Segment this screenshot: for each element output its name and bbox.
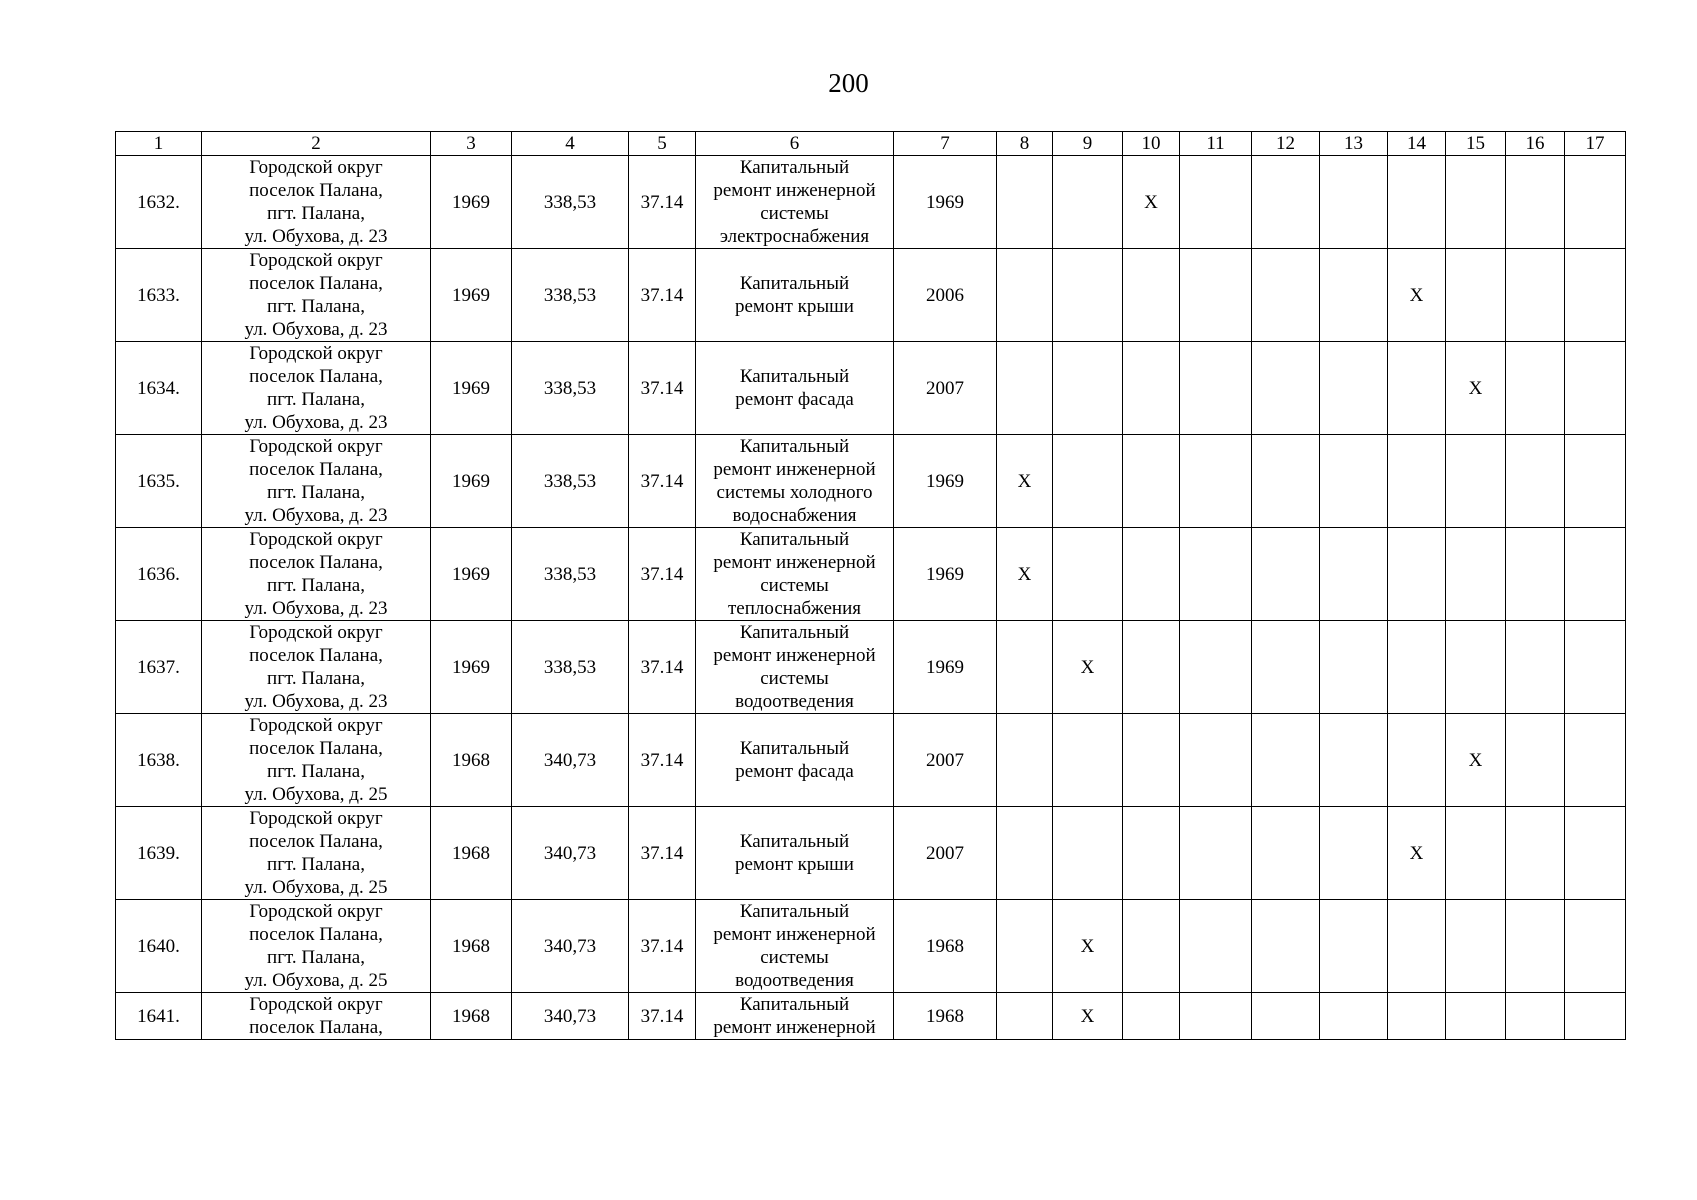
work-type-cell (696, 621, 894, 714)
mark-cell-col-9 (1053, 528, 1123, 621)
code-cell: 37.14 (629, 528, 696, 621)
work-year-cell: 2006 (894, 249, 997, 342)
mark-cell-col-9 (1053, 156, 1123, 249)
code-cell: 37.14 (629, 714, 696, 807)
row-number-cell: 1632. (116, 156, 202, 249)
mark-cell-col-9 (1053, 714, 1123, 807)
mark-cell-col-10 (1123, 528, 1180, 621)
table-body (116, 156, 1626, 1040)
mark-cell-col-17 (1565, 528, 1626, 621)
address-cell (202, 993, 431, 1040)
mark-cell-col-13 (1320, 249, 1388, 342)
column-header-15: 15 (1446, 132, 1506, 156)
mark-cell-col-9 (1053, 342, 1123, 435)
work-type-cell-line: ремонт инженерной (713, 180, 876, 201)
mark-cell-col-12 (1252, 807, 1320, 900)
address-cell-line: ул. Обухова, д. 23 (244, 691, 388, 712)
address-cell-line: Городской округ (249, 250, 383, 271)
work-type-cell (696, 993, 894, 1040)
header-row (116, 132, 1626, 156)
mark-cell-col-9 (1053, 249, 1123, 342)
address-cell-line: пгт. Палана, (267, 761, 365, 782)
code-cell: 37.14 (629, 342, 696, 435)
address-cell (202, 342, 431, 435)
row-number-cell: 1637. (116, 621, 202, 714)
mark-cell-col-10 (1123, 714, 1180, 807)
mark-cell-col-12 (1252, 900, 1320, 993)
work-type-cell (696, 435, 894, 528)
mark-cell-col-17 (1565, 156, 1626, 249)
address-cell-line: Городской округ (249, 994, 383, 1015)
column-header-4: 4 (512, 132, 629, 156)
mark-cell-col-11 (1180, 528, 1252, 621)
address-cell-line: пгт. Палана, (267, 482, 365, 503)
mark-cell-col-16 (1506, 807, 1565, 900)
work-type-cell-line: Капитальный (739, 529, 850, 550)
work-year-cell: 2007 (894, 807, 997, 900)
address-cell-line: Городской округ (249, 157, 383, 178)
work-type-cell-line: ремонт фасада (735, 389, 854, 410)
mark-cell-col-10 (1123, 621, 1180, 714)
address-cell-line: пгт. Палана, (267, 947, 365, 968)
mark-cell-col-17 (1565, 900, 1626, 993)
table-header (116, 132, 1626, 156)
code-cell: 37.14 (629, 807, 696, 900)
build-year-cell: 1969 (431, 528, 512, 621)
mark-cell-col-11 (1180, 156, 1252, 249)
work-type-cell-line: ремонт инженерной (713, 552, 876, 573)
mark-cell-col-16 (1506, 528, 1565, 621)
address-cell (202, 714, 431, 807)
address-cell-line: поселок Палана, (249, 273, 383, 294)
work-type-cell-line: системы (760, 668, 829, 689)
build-year-cell: 1968 (431, 807, 512, 900)
column-header-12: 12 (1252, 132, 1320, 156)
code-cell: 37.14 (629, 249, 696, 342)
mark-cell-col-12 (1252, 435, 1320, 528)
mark-cell-col-8 (997, 993, 1053, 1040)
mark-cell-col-13 (1320, 714, 1388, 807)
work-year-cell: 1969 (894, 528, 997, 621)
mark-cell-col-14 (1388, 342, 1446, 435)
code-cell: 37.14 (629, 435, 696, 528)
column-header-1: 1 (116, 132, 202, 156)
mark-cell-col-8: X (997, 528, 1053, 621)
mark-cell-col-14 (1388, 714, 1446, 807)
area-cell: 340,73 (512, 807, 629, 900)
work-type-cell-line: водоснабжения (732, 505, 857, 526)
work-type-cell-line: Капитальный (739, 901, 850, 922)
work-year-cell: 1969 (894, 621, 997, 714)
table-row (116, 528, 1626, 621)
mark-cell-col-12 (1252, 993, 1320, 1040)
address-cell-line: ул. Обухова, д. 25 (244, 877, 388, 898)
mark-cell-col-15 (1446, 993, 1506, 1040)
mark-cell-col-11 (1180, 993, 1252, 1040)
work-type-cell-line: Капитальный (739, 831, 850, 852)
work-type-cell-line: водоотведения (735, 691, 854, 712)
column-header-7: 7 (894, 132, 997, 156)
mark-cell-col-16 (1506, 714, 1565, 807)
work-type-cell-line: электроснабжения (719, 226, 870, 247)
address-cell-line: ул. Обухова, д. 25 (244, 970, 388, 991)
address-cell-line: Городской округ (249, 715, 383, 736)
table-row (116, 993, 1626, 1040)
mark-cell-col-11 (1180, 621, 1252, 714)
work-type-cell-line: ремонт инженерной (713, 924, 876, 945)
row-number-cell: 1635. (116, 435, 202, 528)
column-header-2: 2 (202, 132, 431, 156)
build-year-cell: 1968 (431, 714, 512, 807)
work-type-cell-line: Капитальный (739, 366, 850, 387)
work-type-cell-line: ремонт крыши (735, 854, 854, 875)
mark-cell-col-10 (1123, 342, 1180, 435)
build-year-cell: 1969 (431, 156, 512, 249)
mark-cell-col-15: X (1446, 714, 1506, 807)
mark-cell-col-16 (1506, 435, 1565, 528)
table-row (116, 900, 1626, 993)
address-cell-line: поселок Палана, (249, 552, 383, 573)
column-header-13: 13 (1320, 132, 1388, 156)
address-cell-line: поселок Палана, (249, 738, 383, 759)
mark-cell-col-17 (1565, 249, 1626, 342)
mark-cell-col-15 (1446, 156, 1506, 249)
table-row (116, 156, 1626, 249)
mark-cell-col-12 (1252, 714, 1320, 807)
work-type-cell-line: Капитальный (739, 994, 850, 1015)
mark-cell-col-14 (1388, 993, 1446, 1040)
mark-cell-col-9: X (1053, 993, 1123, 1040)
area-cell: 338,53 (512, 528, 629, 621)
mark-cell-col-17 (1565, 993, 1626, 1040)
mark-cell-col-8 (997, 156, 1053, 249)
mark-cell-col-8 (997, 900, 1053, 993)
mark-cell-col-15 (1446, 528, 1506, 621)
mark-cell-col-8 (997, 342, 1053, 435)
work-year-cell: 1968 (894, 993, 997, 1040)
area-cell: 340,73 (512, 900, 629, 993)
mark-cell-col-13 (1320, 807, 1388, 900)
address-cell-line: поселок Палана, (249, 924, 383, 945)
code-cell: 37.14 (629, 156, 696, 249)
mark-cell-col-8 (997, 621, 1053, 714)
work-type-cell-line: ремонт инженерной (713, 1017, 876, 1038)
address-cell-line: поселок Палана, (249, 645, 383, 666)
column-header-3: 3 (431, 132, 512, 156)
mark-cell-col-13 (1320, 435, 1388, 528)
address-cell (202, 435, 431, 528)
row-number-cell: 1636. (116, 528, 202, 621)
build-year-cell: 1968 (431, 993, 512, 1040)
column-header-10: 10 (1123, 132, 1180, 156)
work-type-cell-line: системы холодного (716, 482, 873, 503)
mark-cell-col-13 (1320, 528, 1388, 621)
area-cell: 338,53 (512, 249, 629, 342)
column-header-17: 17 (1565, 132, 1626, 156)
mark-cell-col-9: X (1053, 621, 1123, 714)
column-header-16: 16 (1506, 132, 1565, 156)
mark-cell-col-9 (1053, 435, 1123, 528)
row-number-cell: 1639. (116, 807, 202, 900)
address-cell-line: ул. Обухова, д. 23 (244, 412, 388, 433)
address-cell-line: поселок Палана, (249, 1017, 383, 1038)
table-row (116, 249, 1626, 342)
work-year-cell: 2007 (894, 714, 997, 807)
mark-cell-col-8 (997, 714, 1053, 807)
mark-cell-col-15 (1446, 900, 1506, 993)
mark-cell-col-11 (1180, 807, 1252, 900)
mark-cell-col-12 (1252, 621, 1320, 714)
mark-cell-col-10 (1123, 249, 1180, 342)
mark-cell-col-11 (1180, 249, 1252, 342)
work-type-cell-line: Капитальный (739, 273, 850, 294)
mark-cell-col-17 (1565, 342, 1626, 435)
mark-cell-col-11 (1180, 435, 1252, 528)
work-year-cell: 2007 (894, 342, 997, 435)
work-type-cell-line: ремонт крыши (735, 296, 854, 317)
column-header-5: 5 (629, 132, 696, 156)
build-year-cell: 1968 (431, 900, 512, 993)
work-type-cell-line: системы (760, 947, 829, 968)
table-row (116, 621, 1626, 714)
address-cell-line: пгт. Палана, (267, 668, 365, 689)
column-header-9: 9 (1053, 132, 1123, 156)
area-cell: 340,73 (512, 993, 629, 1040)
work-type-cell-line: ремонт инженерной (713, 645, 876, 666)
mark-cell-col-8 (997, 807, 1053, 900)
mark-cell-col-11 (1180, 714, 1252, 807)
mark-cell-col-14: X (1388, 807, 1446, 900)
column-header-8: 8 (997, 132, 1053, 156)
address-cell-line: пгт. Палана, (267, 296, 365, 317)
mark-cell-col-12 (1252, 528, 1320, 621)
address-cell-line: ул. Обухова, д. 25 (244, 784, 388, 805)
mark-cell-col-13 (1320, 993, 1388, 1040)
mark-cell-col-16 (1506, 249, 1565, 342)
mark-cell-col-16 (1506, 156, 1565, 249)
area-cell: 340,73 (512, 714, 629, 807)
code-cell: 37.14 (629, 621, 696, 714)
work-type-cell (696, 528, 894, 621)
address-cell-line: поселок Палана, (249, 831, 383, 852)
mark-cell-col-10 (1123, 993, 1180, 1040)
mark-cell-col-15 (1446, 807, 1506, 900)
build-year-cell: 1969 (431, 249, 512, 342)
mark-cell-col-9: X (1053, 900, 1123, 993)
column-header-14: 14 (1388, 132, 1446, 156)
address-cell (202, 621, 431, 714)
mark-cell-col-17 (1565, 807, 1626, 900)
row-number-cell: 1641. (116, 993, 202, 1040)
address-cell (202, 807, 431, 900)
area-cell: 338,53 (512, 435, 629, 528)
address-cell-line: поселок Палана, (249, 366, 383, 387)
address-cell-line: Городской округ (249, 901, 383, 922)
row-number-cell: 1634. (116, 342, 202, 435)
table-row (116, 342, 1626, 435)
mark-cell-col-13 (1320, 156, 1388, 249)
mark-cell-col-13 (1320, 342, 1388, 435)
mark-cell-col-15 (1446, 435, 1506, 528)
mark-cell-col-17 (1565, 621, 1626, 714)
mark-cell-col-10 (1123, 900, 1180, 993)
address-cell-line: поселок Палана, (249, 180, 383, 201)
mark-cell-col-14 (1388, 156, 1446, 249)
work-type-cell (696, 156, 894, 249)
address-cell (202, 900, 431, 993)
mark-cell-col-14 (1388, 528, 1446, 621)
mark-cell-col-12 (1252, 342, 1320, 435)
mark-cell-col-14 (1388, 900, 1446, 993)
work-year-cell: 1968 (894, 900, 997, 993)
mark-cell-col-13 (1320, 621, 1388, 714)
column-header-6: 6 (696, 132, 894, 156)
mark-cell-col-10 (1123, 807, 1180, 900)
mark-cell-col-14: X (1388, 249, 1446, 342)
address-cell-line: Городской округ (249, 343, 383, 364)
work-year-cell: 1969 (894, 435, 997, 528)
table-row (116, 714, 1626, 807)
address-cell-line: пгт. Палана, (267, 203, 365, 224)
address-cell-line: ул. Обухова, д. 23 (244, 319, 388, 340)
mark-cell-col-16 (1506, 900, 1565, 993)
code-cell: 37.14 (629, 900, 696, 993)
work-type-cell-line: теплоснабжения (728, 598, 861, 619)
work-type-cell-line: ремонт фасада (735, 761, 854, 782)
mark-cell-col-14 (1388, 435, 1446, 528)
mark-cell-col-15 (1446, 249, 1506, 342)
address-cell-line: ул. Обухова, д. 23 (244, 226, 388, 247)
work-type-cell (696, 900, 894, 993)
mark-cell-col-13 (1320, 900, 1388, 993)
table-row (116, 807, 1626, 900)
build-year-cell: 1969 (431, 435, 512, 528)
address-cell-line: Городской округ (249, 529, 383, 550)
table-row (116, 435, 1626, 528)
mark-cell-col-16 (1506, 342, 1565, 435)
row-number-cell: 1633. (116, 249, 202, 342)
mark-cell-col-11 (1180, 342, 1252, 435)
area-cell: 338,53 (512, 156, 629, 249)
column-header-11: 11 (1180, 132, 1252, 156)
mark-cell-col-9 (1053, 807, 1123, 900)
mark-cell-col-15 (1446, 621, 1506, 714)
address-cell-line: ул. Обухова, д. 23 (244, 505, 388, 526)
work-type-cell (696, 249, 894, 342)
work-type-cell-line: системы (760, 203, 829, 224)
area-cell: 338,53 (512, 621, 629, 714)
address-cell (202, 156, 431, 249)
address-cell (202, 528, 431, 621)
address-cell-line: пгт. Палана, (267, 854, 365, 875)
mark-cell-col-12 (1252, 156, 1320, 249)
mark-cell-col-8 (997, 249, 1053, 342)
address-cell-line: Городской округ (249, 808, 383, 829)
row-number-cell: 1638. (116, 714, 202, 807)
repair-register-table (115, 131, 1626, 1040)
work-year-cell: 1969 (894, 156, 997, 249)
mark-cell-col-16 (1506, 993, 1565, 1040)
mark-cell-col-10 (1123, 435, 1180, 528)
mark-cell-col-12 (1252, 249, 1320, 342)
mark-cell-col-10: X (1123, 156, 1180, 249)
row-number-cell: 1640. (116, 900, 202, 993)
address-cell-line: поселок Палана, (249, 459, 383, 480)
mark-cell-col-16 (1506, 621, 1565, 714)
work-type-cell-line: ремонт инженерной (713, 459, 876, 480)
mark-cell-col-14 (1388, 621, 1446, 714)
work-type-cell-line: Капитальный (739, 622, 850, 643)
work-type-cell (696, 342, 894, 435)
page-number: 200 (828, 68, 869, 98)
mark-cell-col-17 (1565, 435, 1626, 528)
work-type-cell-line: Капитальный (739, 738, 850, 759)
build-year-cell: 1969 (431, 621, 512, 714)
build-year-cell: 1969 (431, 342, 512, 435)
work-type-cell-line: системы (760, 575, 829, 596)
work-type-cell-line: Капитальный (739, 436, 850, 457)
address-cell-line: Городской округ (249, 436, 383, 457)
mark-cell-col-15: X (1446, 342, 1506, 435)
mark-cell-col-17 (1565, 714, 1626, 807)
work-type-cell (696, 714, 894, 807)
address-cell-line: Городской округ (249, 622, 383, 643)
address-cell (202, 249, 431, 342)
mark-cell-col-8: X (997, 435, 1053, 528)
area-cell: 338,53 (512, 342, 629, 435)
work-type-cell-line: водоотведения (735, 970, 854, 991)
mark-cell-col-11 (1180, 900, 1252, 993)
work-type-cell-line: Капитальный (739, 157, 850, 178)
work-type-cell (696, 807, 894, 900)
address-cell-line: пгт. Палана, (267, 575, 365, 596)
address-cell-line: пгт. Палана, (267, 389, 365, 410)
code-cell: 37.14 (629, 993, 696, 1040)
address-cell-line: ул. Обухова, д. 23 (244, 598, 388, 619)
